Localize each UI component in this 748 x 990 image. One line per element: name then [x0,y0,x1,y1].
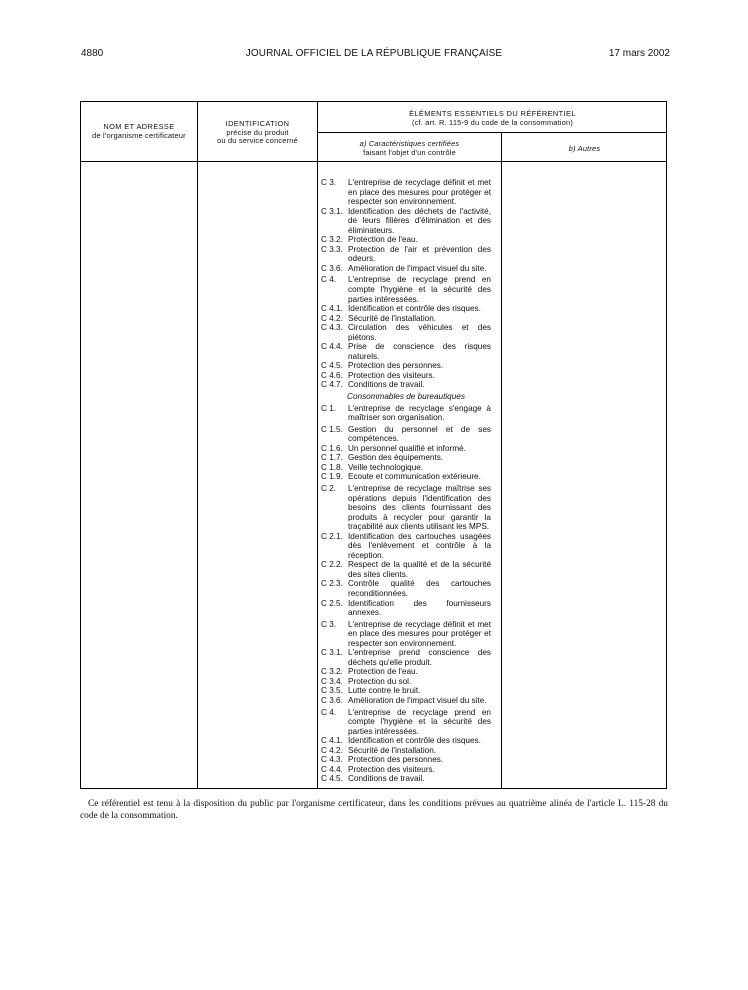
column-header-sublabel: ou du service concerné [217,136,298,146]
header-bottom-rule [81,161,667,162]
criterion-code: C 4.2. [321,745,343,755]
criterion-item [321,560,491,579]
column-header-sublabel: précise du produit [226,127,289,137]
publication-date: 17 mars 2002 [608,48,670,59]
criterion-text: Protection de l'eau. [348,667,418,677]
criterion-code: C 4.4. [321,342,343,352]
page-number: 4880 [81,48,104,59]
criterion-code: C 4.5. [321,774,343,784]
subcolumn-header-b: b) Autres [568,144,601,153]
criterion-text: Sécurité de l'installation. [348,745,437,755]
criterion-item [321,620,491,649]
characteristics-list [321,178,491,784]
criterion-item [321,765,491,775]
criterion-text: Veille technologique. [348,462,424,472]
criterion-code: C 3.2. [321,667,343,677]
column-divider [317,102,318,788]
criterion-code: C 2.1. [321,531,343,541]
journal-title: JOURNAL OFFICIEL DE LA RÉPUBLIQUE FRANÇAISE [245,48,503,59]
criterion-text: Circulation des véhicules et des piétons. [348,323,491,342]
column-header-identification [198,120,317,146]
criterion-item [321,342,491,361]
subcolumn-label: a) Caractéristiques certifiées [359,139,460,148]
criterion-item [321,207,491,236]
criterion-code: C 4.1. [321,304,343,314]
criterion-item [321,178,491,207]
criterion-item [321,774,491,784]
column-divider [501,132,502,788]
criterion-text: Identification et contrôle des risques. [348,736,481,746]
criterion-text: Conditions de travail. [348,774,425,784]
column-header-elements [318,110,667,127]
criterion-text: Lutte contre le bruit. [348,686,421,696]
criterion-text: L'entreprise de recyclage définit et met en place des mesures pour protéger et respecter son environnement. [348,619,491,648]
criterion-code: C 4.3. [321,323,343,333]
column-header-label: ÉLÉMENTS ESSENTIELS DU RÉFÉRENTIEL [409,109,576,118]
criterion-text: Ecoute et communication extérieure. [348,472,481,482]
criterion-code: C 2.3. [321,579,343,589]
criterion-text: Un personnel qualifié et informé. [348,443,466,453]
criterion-code: C 3. [321,619,337,629]
criterion-code: C 3.5. [321,686,343,696]
criterion-code: C 1.9. [321,472,343,482]
criterion-text: Respect de la qualité et de la sécurité des sites clients. [348,560,491,579]
criterion-text: Protection des visiteurs. [348,370,435,380]
criterion-text: Amélioration de l'impact visuel du site. [348,695,487,705]
criterion-text: L'entreprise de recyclage s'engage à maîtriser son organisation. [348,403,491,423]
criterion-item [321,648,491,667]
criterion-code: C 4.4. [321,764,343,774]
criterion-item [321,472,491,482]
criterion-text: Identification des cartouches usagées dès l'enlèvement et contrôle à la réception. [348,531,491,560]
criterion-item [321,235,491,245]
criterion-code: C 3. [321,178,337,187]
section-heading: Consommables de bureautiques [347,392,465,402]
criterion-text: Protection des personnes. [348,755,444,765]
criterion-text: Protection du sol. [348,676,412,686]
column-divider [197,102,198,788]
subcolumn-label: faisant l'objet d'un contrôle [363,147,456,157]
criterion-item [321,425,491,444]
criterion-item [321,245,491,264]
criterion-code: C 2. [321,483,337,493]
criterion-text: Gestion des équipements. [348,453,444,463]
criterion-item [321,463,491,473]
subcolumn-header-a [318,140,501,157]
criterion-code: C 2.5. [321,598,343,608]
criterion-item [321,304,491,314]
column-header-sublabel: de l'organisme certificateur [92,130,186,140]
criterion-item [321,380,491,390]
criterion-code: C 1.5. [321,424,343,434]
criterion-code: C 1. [321,403,337,413]
criterion-text: L'entreprise de recyclage prend en compte l'hygiène et la sécurité des parties intéressées. [348,275,491,304]
header-divider [317,132,667,133]
column-header-organisme [81,123,197,140]
criterion-text: Protection de l'air et prévention des odeurs. [348,244,491,264]
referential-table [80,101,667,789]
column-header-label: NOM ET ADRESSE [103,122,175,131]
criterion-code: C 1.8. [321,462,343,472]
column-header-label: IDENTIFICATION [225,119,290,128]
criterion-code: C 3.4. [321,676,343,686]
criterion-code: C 4.5. [321,361,343,371]
criterion-text: Protection des visiteurs. [348,764,435,774]
criterion-code: C 3.3. [321,244,343,254]
criterion-item [321,696,491,706]
criterion-text: L'entreprise prend conscience des déchets qu'elle produit. [348,648,491,667]
criterion-code: C 3.6. [321,263,343,273]
criterion-code: C 4.6. [321,370,343,380]
criterion-text: L'entreprise de recyclage prend en compte l'hygiène et la sécurité des parties intéressées. [348,707,491,736]
criterion-text: Protection de l'eau. [348,235,418,245]
criterion-item [321,323,491,342]
criterion-item [321,579,491,598]
criterion-code: C 4.3. [321,755,343,765]
criterion-code: C 1.6. [321,443,343,453]
criterion-item [321,746,491,756]
criterion-item [321,667,491,677]
criterion-item [321,484,491,532]
criterion-text: Sécurité de l'installation. [348,313,437,323]
criterion-item [321,314,491,324]
criterion-item [321,677,491,687]
criterion-code: C 3.1. [321,648,343,658]
criterion-item [321,444,491,454]
criterion-item [321,532,491,561]
criterion-item [321,755,491,765]
criterion-code: C 2.2. [321,560,343,570]
criterion-item [321,404,491,423]
criterion-code: C 3.2. [321,235,343,245]
criterion-text: Identification des déchets de l'activité, de leurs filières d'élimination et des éliminateurs. [348,206,491,235]
criterion-code: C 4.2. [321,313,343,323]
criterion-code: C 3.6. [321,695,343,705]
criterion-item [321,686,491,696]
criterion-text: Gestion du personnel et de ses compétences. [348,424,491,444]
criterion-code: C 3.1. [321,206,343,216]
criterion-text: Protection des personnes. [348,361,444,371]
items-group [321,178,491,390]
criterion-item [321,736,491,746]
criterion-item [321,453,491,463]
criterion-item [321,275,491,304]
criterion-item [321,708,491,737]
criterion-code: C 4. [321,707,337,717]
criterion-code: C 4.7. [321,380,343,390]
criterion-text: Identification et contrôle des risques. [348,304,481,314]
criterion-text: Prise de conscience des risques naturels. [348,342,491,361]
criterion-item [321,264,491,274]
criterion-code: C 1.7. [321,453,343,463]
criterion-text: Identification des fournisseurs annexes. [348,598,491,618]
criterion-item [321,371,491,381]
criterion-text: L'entreprise de recyclage définit et met en place des mesures pour protéger et respecter son environnement. [348,178,491,207]
criterion-text: L'entreprise de recyclage maîtrise ses opérations depuis l'identification des besoins des clients fournissant des produits à recycler pour garantir la traçabilité aux clients utilisant les MPS. [348,483,491,532]
items-group [321,404,491,784]
column-header-sublabel: (cf. art. R. 115-9 du code de la consommation) [411,117,574,127]
criterion-code: C 4. [321,275,337,285]
criterion-item [321,599,491,618]
footer-note: Ce référentiel est tenu à la disposition du public par l'organisme certificateur, dans les conditions prévues au quatrième alinéa de l'article L. 115-28 du code de la consommation. [80,799,668,821]
criterion-text: Conditions de travail. [348,380,425,390]
criterion-text: Amélioration de l'impact visuel du site. [348,263,487,273]
criterion-text: Contrôle qualité des cartouches reconditionnées. [348,579,491,598]
criterion-item [321,361,491,371]
criterion-code: C 4.1. [321,736,343,746]
